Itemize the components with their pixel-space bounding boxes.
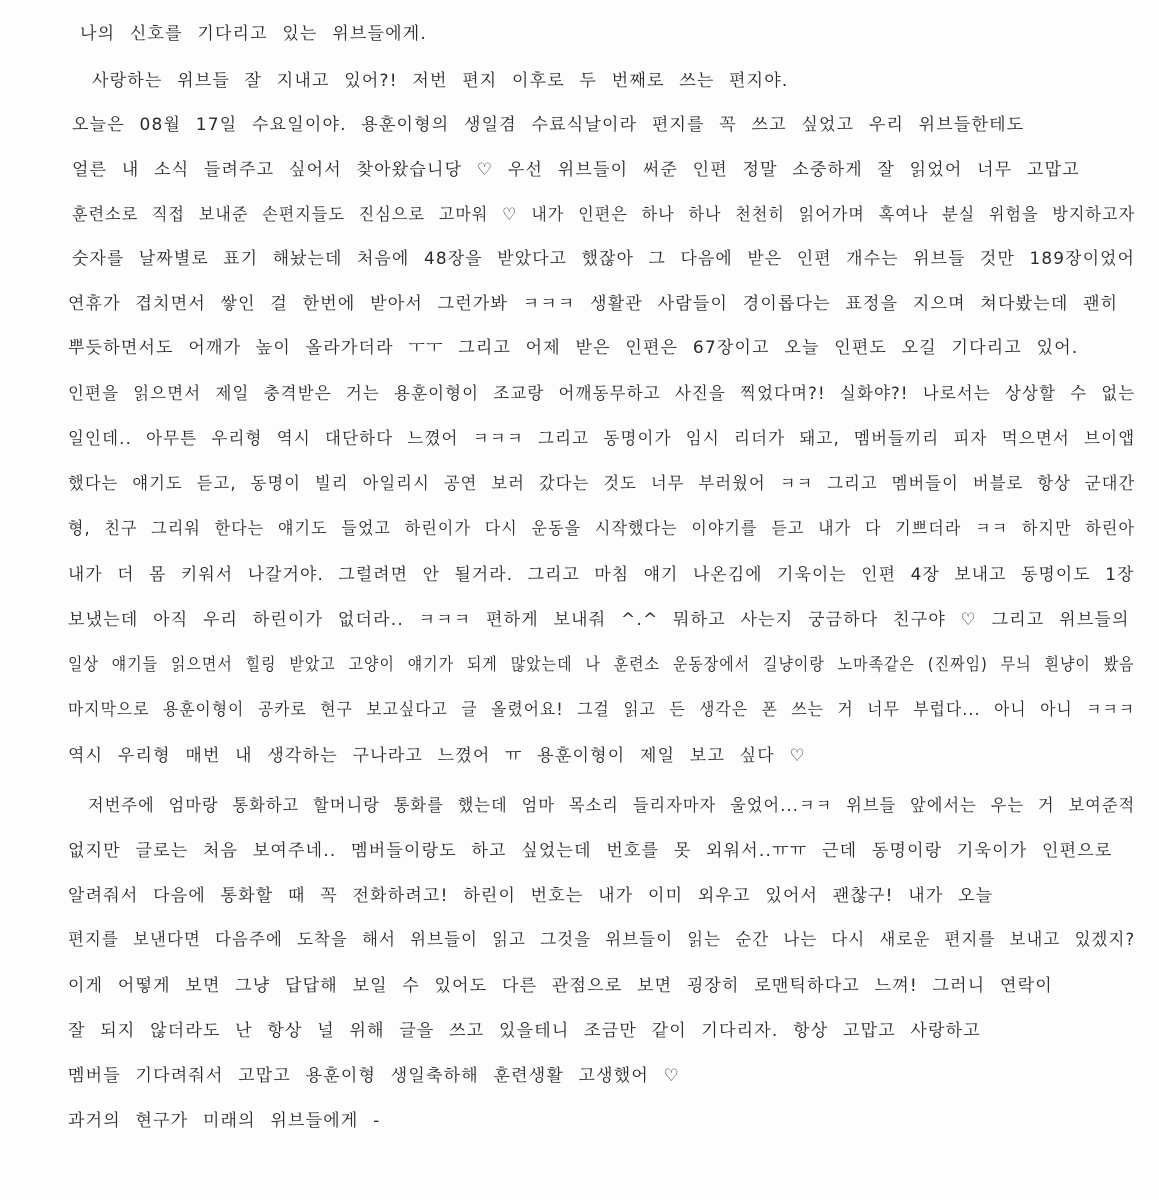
letter-line [0, 557, 1159, 593]
letter-line-text: 얼른 내 소식 들려주고 싶어서 찾아왔습니당 ♡ 우선 위브들이 써준 인편 정말 소중하게 잘 읽었어 너무 고맙고 [72, 160, 1080, 180]
letter-line [0, 197, 1159, 233]
letter-line [0, 968, 1159, 1004]
letter-greeting [0, 16, 1159, 52]
letter-line-text: 나의 신호를 기다리고 있는 위브들에게. [80, 24, 427, 44]
letter-line-text: 연휴가 겹치면서 쌓인 걸 한번에 받아서 그런가봐 ㅋㅋㅋ 생활관 사람들이 경이롭다는 표정을 지으며 쳐다봤는데 괜히 [68, 294, 1119, 314]
letter-line-text: 편지를 보낸다면 다음주에 도착을 해서 위브들이 읽고 그것을 위브들이 읽는 순간 나는 다시 새로운 편지를 보내고 있겠지? [68, 930, 1136, 950]
letter-line [0, 833, 1159, 869]
letter-line [0, 152, 1159, 188]
letter-line [0, 1058, 1159, 1094]
letter-line [0, 241, 1159, 277]
letter-line [0, 738, 1159, 774]
letter-line-text: 역시 우리형 매번 내 생각하는 구나라고 느꼈어 ㅠ 용훈이형이 제일 보고 싶다 ♡ [68, 746, 806, 766]
letter-line-text: 보냈는데 아직 우리 하린이가 없더라.. ㅋㅋㅋ 편하게 보내줘 ^.^ 뭐하고 사는지 궁금하다 친구야 ♡ 그리고 위브들의 [68, 610, 1130, 630]
letter-line-text: 일인데.. 아무튼 우리형 역시 대단하다 느꼈어 ㅋㅋㅋ 그리고 동명이가 임시 리더가 돼고, 멤버들끼리 피자 먹으면서 브이앱 [68, 429, 1136, 449]
letter-line [0, 107, 1159, 143]
letter-line-text: 마지막으로 용훈이형이 공카로 현구 보고싶다고 글 올렸어요! 그걸 읽고 든 생각은 폰 쓰는 거 너무 부럽다... 아니 아니 ㅋㅋㅋ [68, 700, 1136, 720]
letter-line [0, 511, 1159, 547]
letter-signoff [0, 1103, 1159, 1139]
letter-line [0, 376, 1159, 412]
letter-line [0, 922, 1159, 958]
letter-line [0, 788, 1159, 824]
letter-line-text: 과거의 현구가 미래의 위브들에게 - [68, 1111, 381, 1131]
letter-line-text: 오늘은 08월 17일 수요일이야. 용훈이형의 생일겸 수료식날이라 편지를 꼭 쓰고 싶었고 우리 위브들한테도 [72, 115, 1025, 135]
letter-line-text: 인편을 읽으면서 제일 충격받은 거는 용훈이형이 조교랑 어깨동무하고 사진을 찍었다며?! 실화야?! 나로서는 상상할 수 없는 [68, 384, 1136, 404]
letter-line [0, 466, 1159, 502]
letter-line [0, 63, 1159, 99]
letter-line-text: 없지만 글로는 처음 보여주네.. 멤버들이랑도 하고 싶었는데 번호를 못 외워서..ㅠㅠ 근데 동명이랑 기욱이가 인편으로 [68, 841, 1113, 861]
letter-line [0, 330, 1159, 366]
letter-line-text: 사랑하는 위브들 잘 지내고 있어?! 저번 편지 이후로 두 번째로 쓰는 편지야. [92, 71, 789, 91]
letter-line [0, 602, 1159, 638]
letter-line [0, 421, 1159, 457]
letter-line [0, 286, 1159, 322]
letter-line-text: 저번주에 엄마랑 통화하고 할머니랑 통화를 했는데 엄마 목소리 들리자마자 울었어...ㅋㅋ 위브들 앞에서는 우는 거 보여준적 [88, 796, 1136, 816]
letter-line-text: 훈련소로 직접 보내준 손편지들도 진심으로 고마워 ♡ 내가 인편은 하나 하나 천천히 읽어가며 혹여나 분실 위험을 방지하고자 [72, 205, 1136, 225]
letter-line-text: 이게 어떻게 보면 그냥 답답해 보일 수 있어도 다른 관점으로 보면 굉장히 로맨틱하다고 느껴! 그러니 연락이 [68, 976, 1053, 996]
letter-line-text: 잘 되지 않더라도 난 항상 널 위해 글을 쓰고 있을테니 조금만 같이 기다리자. 항상 고맙고 사랑하고 [68, 1021, 981, 1041]
letter-line-text: 했다는 얘기도 듣고, 동명이 빌리 아일리시 공연 보러 갔다는 것도 너무 부러웠어 ㅋㅋ 그리고 멤버들이 버블로 항상 군대간 [68, 474, 1136, 494]
letter-line-text: 뿌듯하면서도 어깨가 높이 올라가더라 ㅜㅜ 그리고 어제 받은 인편은 67장이고 오늘 인편도 오길 기다리고 있어. [68, 338, 1079, 358]
letter-line [0, 647, 1159, 683]
letter-line-text: 형, 친구 그리워 한다는 얘기도 들었고 하린이가 다시 운동을 시작했다는 이야기를 듣고 내가 다 기쁘더라 ㅋㅋ 하지만 하린아 [68, 519, 1136, 539]
letter-line [0, 692, 1159, 728]
letter-line-text: 멤버들 기다려줘서 고맙고 용훈이형 생일축하해 훈련생활 고생했어 ♡ [68, 1066, 681, 1086]
letter-line-text: 일상 얘기들 읽으면서 힐링 받았고 고양이 얘기가 되게 많았는데 나 훈련소 운동장에서 길냥이랑 노마족같은 (진짜임) 무늬 흰냥이 봤음 [68, 655, 1135, 675]
letter-line-text: 알려줘서 다음에 통화할 때 꼭 전화하려고! 하린이 번호는 내가 이미 외우고 있어서 괜찮구! 내가 오늘 [68, 886, 994, 906]
letter-line-text: 숫자를 날짜별로 표기 해놨는데 처음에 48장을 받았다고 했잖아 그 다음에 받은 인편 개수는 위브들 것만 189장이었어 [72, 249, 1136, 269]
letter-line-text: 내가 더 몸 키워서 나갈거야. 그럴려면 안 될거라. 그리고 마침 얘기 나온김에 기욱이는 인편 4장 보내고 동명이도 1장 [68, 565, 1135, 585]
letter-line [0, 1013, 1159, 1049]
letter-line [0, 878, 1159, 914]
